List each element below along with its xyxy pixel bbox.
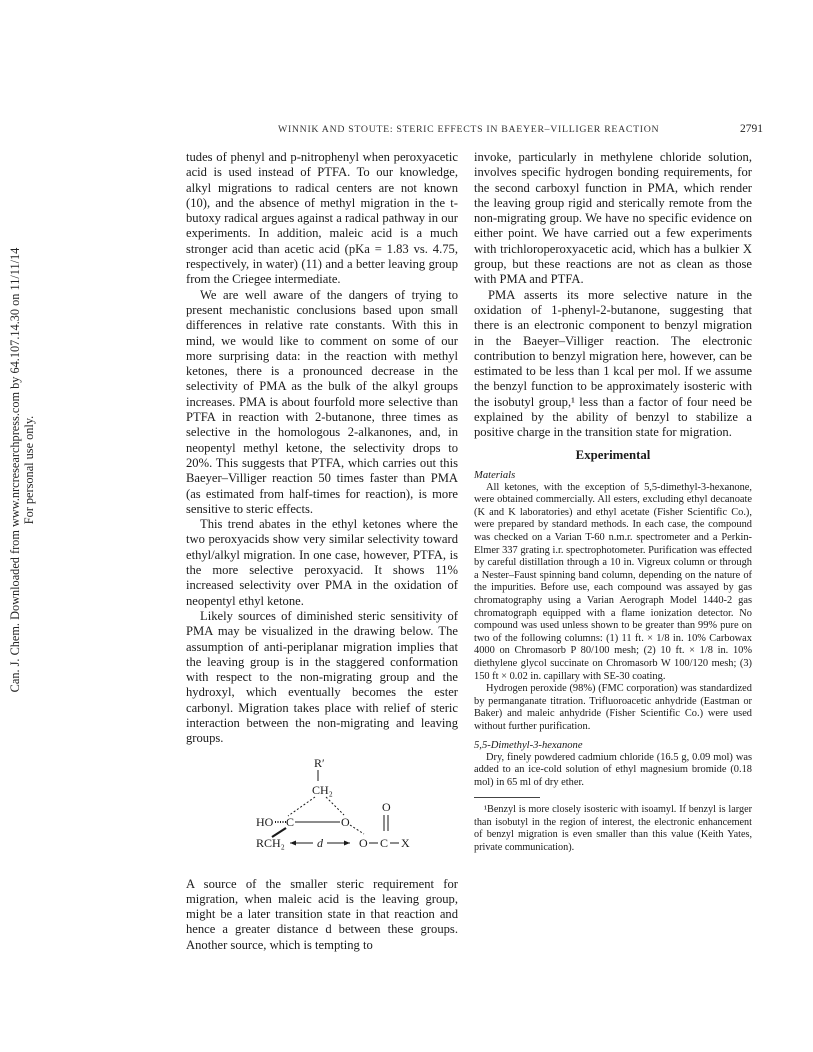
distance-d-label: d [317, 835, 323, 850]
footnote: ¹Benzyl is more closely isosteric with isoamyl. If benzyl is larger than isobutyl in the region of interest, the electronic enhancement of benzyl migration is even smaller than this value (Keith Yates, private communication). [474, 804, 752, 853]
page-header [186, 124, 763, 140]
left-column [186, 150, 458, 953]
left-paragraph-3: This trend abates in the ethyl ketones where the two peroxyacids show very similar selectivity toward ethyl/alkyl migration. In one case, however, PTFA, is the more selective peroxyacid. It shows 11% increased selectivity over PMA in the oxidation of neopentyl ethyl ketone. [186, 517, 458, 608]
right-paragraph-2: PMA asserts its more selective nature in the oxidation of 1-phenyl-2-butanone, suggesting that there is an electronic component to benzyl migration in the Baeyer–Villiger reaction. The electronic contribution to benzyl migration here, however, can be estimated to be less than 1 kcal per mol. If we assume the benzyl function to be approximately isosteric with the isobutyl group,¹ less than a factor of four need be explained by the ability of benzyl to stabilize a positive charge in the transition state for migration. [474, 287, 752, 440]
x-group-label: X [401, 835, 410, 850]
left-paragraph-5: A source of the smaller steric requirement for migration, when maleic acid is the leaving group, might be a later transition state in that reaction and hence a greater distance d between these groups. Another source, which is tempting to [186, 876, 458, 952]
distance-arrowhead-left [290, 840, 296, 845]
section-heading-experimental: Experimental [575, 447, 651, 462]
running-head: WINNIK AND STOUTE: STERIC EFFECTS IN BAEYER–VILLIGER REACTION [278, 124, 660, 135]
page-number: 2791 [740, 123, 763, 135]
materials-paragraph-1: All ketones, with the exception of 5,5-dimethyl-3-hexanone, were obtained commercially. All esters, excluding ethyl decanoate (K and K laboratories) and ethyl acetate (Fisher Scientific Co.), were prepared by standard methods. In each case, the compound was checked on a Varian T-60 n.m.r. spectrometer and a Perkin-Elmer 337 grating i.r. spectrophotometer. Purification was effected by careful distillation through a 10 in. Vigreux column or through a Nester–Faust spinning band column, depending on the nature of the impurities. Before use, each compound was assayed by gas chromatography using a Varian Aerograph Model 1440-2 gas chromatograph equipped with a flame ionization detector. No compound was used unless shown to be greater than 99% pure on two of the following columns: (1) 11 ft. × 1/8 in. 10% Carbowax 4000 on Chromasorb P 80/100 mesh; (2) 10 ft. × 1/8 in. 10% diethylene glycol succinate on Chromasorb W 100/120 mesh; (3) 150 ft × 0.02 in. capillary with SE-30 coating. [474, 481, 752, 682]
download-watermark [2, 247, 42, 693]
preparation-paragraph: Dry, finely powdered cadmium chloride (16.5 g, 0.09 mol) was added to an ice-cold solution of ethyl magnesium bromide (0.18 mol) in 65 ml of dry ether. [474, 751, 752, 788]
right-paragraph-1: invoke, particularly in methylene chloride solution, involves specific hydrogen bonding requirements, for the second carboxyl function in PMA, which render the leaving group rigid and sterically remote from the non-migrating group. We have no specific evidence on either point. We have carried out a few experiments with trichloroperoxyacetic acid, which has a bulkier X group, but these reactions are not as clean as those with PMA and PTFA. [474, 150, 752, 287]
distance-arrowhead-right [344, 840, 350, 845]
left-paragraph-1: tudes of phenyl and p-nitrophenyl when peroxyacetic acid is used instead of PTFA. To our knowledge, alkyl migrations to radical centers are not known (10), and the absence of methyl migration in the t-butoxy radical argues against a radical pathway in our experiments. In addition, maleic acid is a much stronger acid than acetic acid (pKa = 1.83 vs. 4.75, respectively, in water) (11) and a better leaving group from the Criegee intermediate. [186, 150, 458, 287]
left-paragraph-2: We are well aware of the dangers of trying to present mechanistic conclusions based upon small differences in relative rate constants. With this in mind, we would like to comment on some of our more surprising data: in the reaction with methyl ketones, there is a pronounced decrease in the selectivity of PMA as the bulk of the alkyl groups increases. PMA is about fourfold more selective than PTFA in reaction with 2-butanone, three times as selective in the homologous 2-alkanones, and, in neopentyl methyl ketone, the selectivity drops to 20%. This suggests that PTFA, which carries out this Baeyer–Villiger reaction 50 times faster than PMA (as estimated from half-times for reaction), is more sensitive to steric effects. [186, 287, 458, 516]
o-o-dashed-bond [350, 825, 364, 834]
carbonyl-oxygen-label: O [382, 799, 391, 814]
ester-carbon-label: C [380, 835, 389, 850]
carbon-label: C [286, 814, 295, 829]
subheading-preparation: 5,5-Dimethyl-3-hexanone [474, 739, 583, 751]
download-notice [8, 248, 36, 693]
ch2-c-dashed-bond [288, 797, 315, 816]
left-paragraph-4: Likely sources of diminished steric sensitivity of PMA may be visualized in the drawing below. The assumption of anti-periplanar migration implies that the leaving group is in the staggered conformation with respect to the non-migrating group and the hydroxyl, which eventually becomes the ester carbonyl. Migration takes place with relief of steric interaction between the non-migrating and leaving groups. [186, 608, 458, 746]
ester-oxygen-label: O [359, 835, 368, 850]
materials-paragraph-2: Hydrogen peroxide (98%) (FMC corporation) was standardized by permanganate titration. Trifluoroacetic anhydride (Eastman or Baker) and maleic anhydride (Fisher Scientific Co.) were used without further purification. [474, 683, 752, 732]
footnote-rule [474, 797, 540, 798]
download-notice-line1: Can. J. Chem. Downloaded from www.nrcresearchpress.com by 64.107.14.30 on 11/11/14 [8, 247, 22, 693]
download-notice-line2: For personal use only. [22, 415, 36, 525]
oxygen-label: O [341, 814, 350, 829]
rch2-label: RCH₂ [256, 835, 285, 850]
transition-state-diagram [212, 755, 432, 865]
ho-label: HO [256, 814, 274, 829]
ch2-top-label: CH₂ [312, 782, 333, 797]
ch2-o-dashed-bond [326, 797, 344, 815]
subheading-materials: Materials [474, 469, 516, 481]
right-column [474, 150, 752, 854]
r-prime-label: R′ [314, 755, 325, 770]
